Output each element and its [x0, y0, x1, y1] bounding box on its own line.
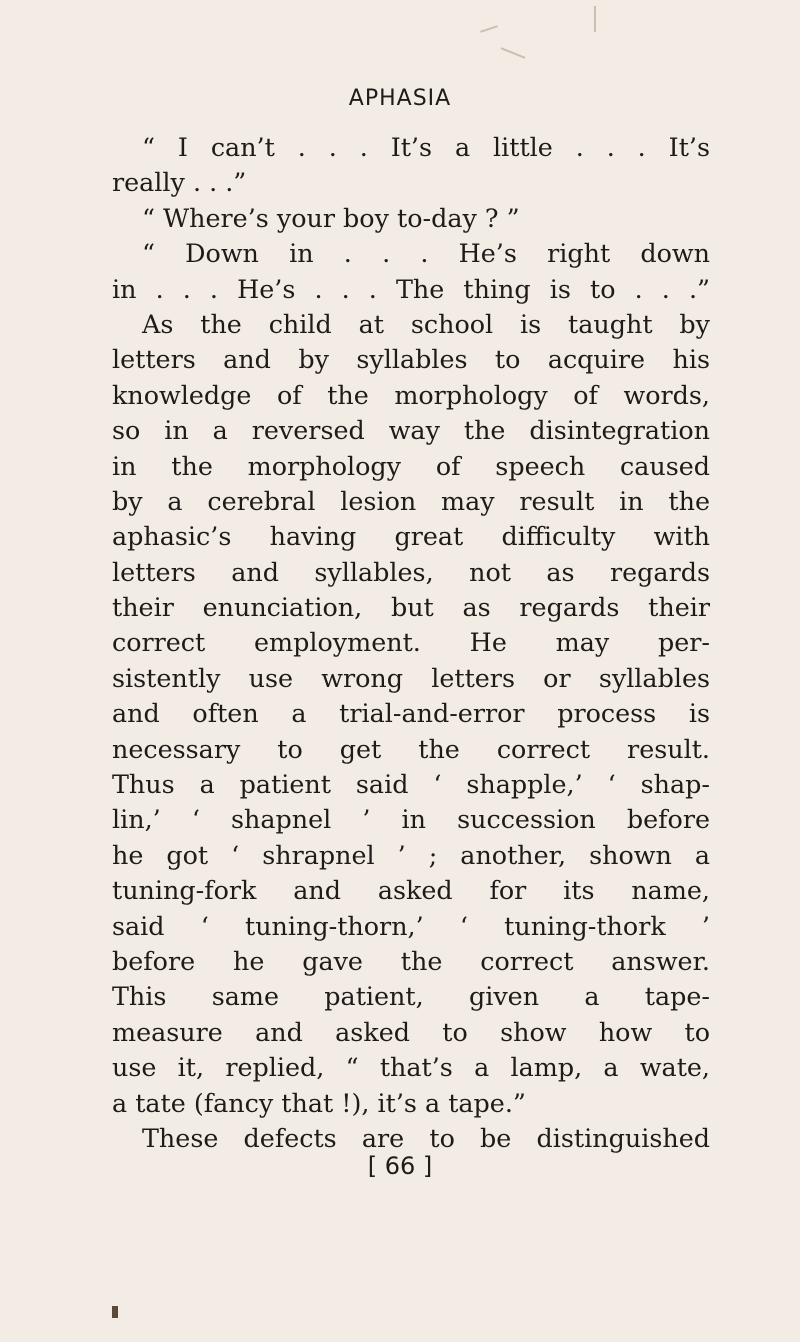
text-line: Thus a patient said ‘ shapple,’ ‘ shap- [112, 769, 710, 800]
text-line: necessary to get the correct result. [112, 733, 710, 764]
text-line: tuning-fork and asked for its name, [112, 875, 710, 906]
text-line: letters and syllables, not as regards [112, 556, 710, 587]
text-line: letters and by syllables to acquire his [112, 344, 710, 375]
text-line: said ‘ tuning-thorn,’ ‘ tuning-thork ’ [112, 910, 710, 941]
text-line: correct employment. He may per- [112, 627, 710, 658]
text-line: As the child at school is taught by [142, 308, 710, 339]
text-line: “ Where’s your boy to-day ? ” [142, 202, 520, 233]
ink-speck [112, 1306, 118, 1318]
text-line: This same patient, given a tape- [112, 981, 710, 1012]
text-line: use it, replied, “ that’s a lamp, a wate, [112, 1052, 710, 1083]
text-line: aphasic’s having great difficulty with [112, 521, 710, 552]
text-line: in . . . He’s . . . The thing is to . . .” [112, 273, 710, 304]
text-line: by a cerebral lesion may result in the [112, 485, 710, 516]
text-line: lin,’ ‘ shapnel ’ in succession before [112, 804, 710, 835]
text-line: before he gave the correct answer. [112, 945, 710, 976]
text-line: knowledge of the morphology of words, [112, 379, 710, 410]
text-line: so in a reversed way the disintegration [112, 415, 710, 446]
text-line: in the morphology of speech caused [112, 450, 710, 481]
paper-mark [501, 47, 526, 59]
text-line: “ Down in . . . He’s right down [142, 238, 710, 269]
text-line: really . . .” [112, 167, 247, 198]
page-number: [ 66 ] [367, 1152, 433, 1180]
running-head: APHASIA [348, 86, 452, 111]
paper-mark [594, 6, 596, 32]
paper-mark [480, 25, 498, 32]
text-line: measure and asked to show how to [112, 1016, 710, 1047]
text-line: These defects are to be distinguished [142, 1122, 710, 1153]
text-line: their enunciation, but as regards their [112, 592, 710, 623]
text-line: he got ‘ shrapnel ’ ; another, shown a [112, 839, 710, 870]
text-line: sistently use wrong letters or syllables [112, 662, 710, 693]
text-line: and often a trial-and-error process is [112, 698, 710, 729]
text-line: “ I can’t . . . It’s a little . . . It’s [142, 132, 710, 162]
body-text [112, 130, 710, 1156]
text-line: a tate (fancy that !), it’s a tape.” [112, 1087, 526, 1118]
